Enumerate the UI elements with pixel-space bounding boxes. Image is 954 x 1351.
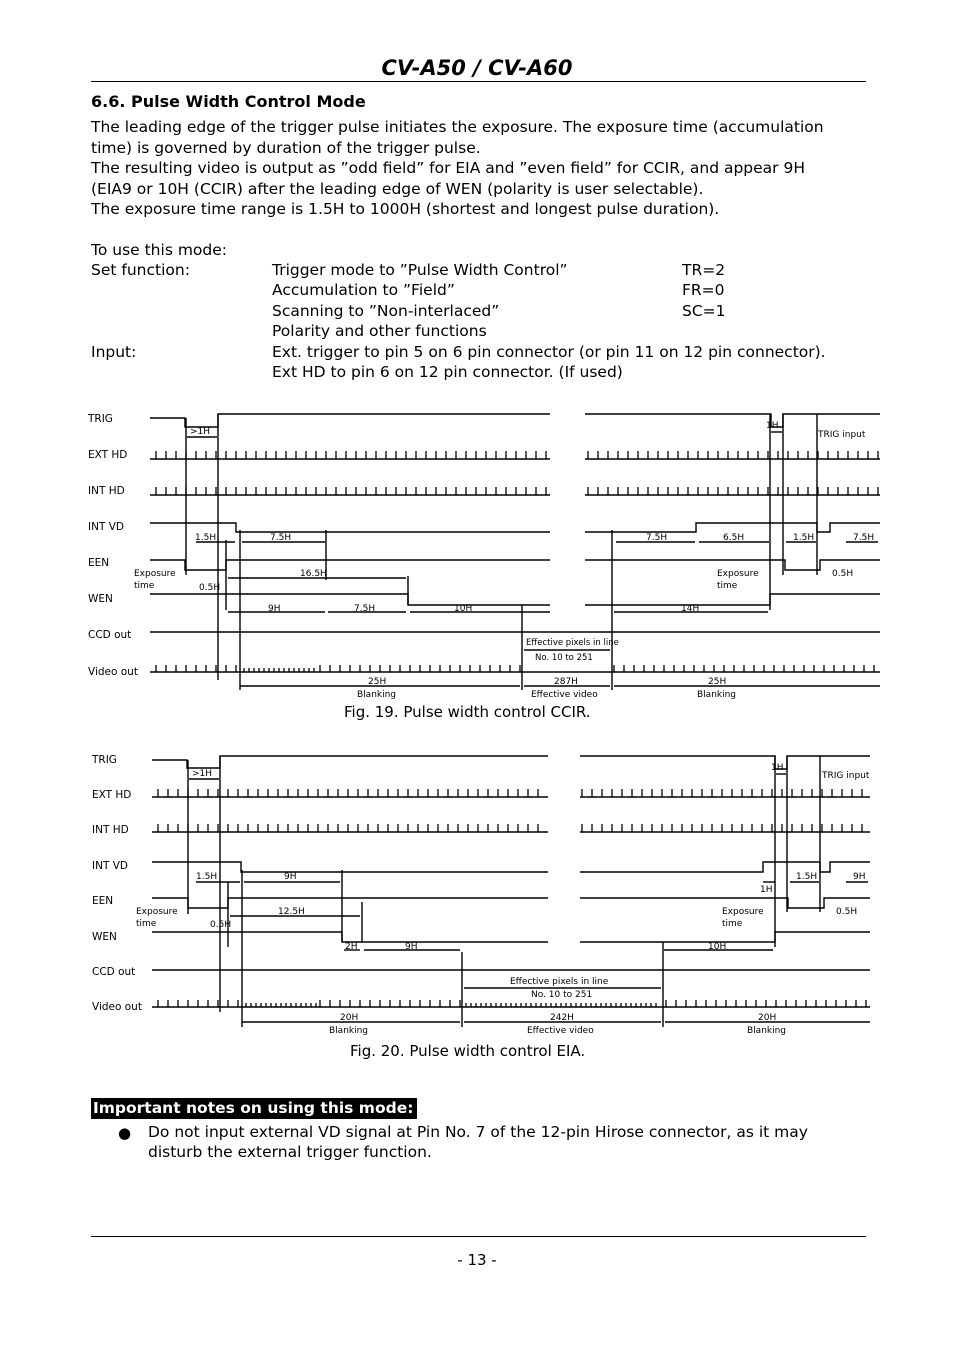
svg-text:7.5H: 7.5H [853, 533, 875, 543]
svg-text:287H: 287H [554, 677, 578, 687]
set-function-label: Set function: [91, 261, 190, 279]
note-item: Do not input external VD signal at Pin No. 7 of the 12-pin Hirose connector, as it may [148, 1123, 808, 1141]
input-label: Input: [91, 343, 137, 361]
svg-text:Exposure: Exposure [136, 907, 178, 917]
body-line: time) is governed by duration of the trigger pulse. [91, 139, 481, 157]
signal-label: TRIG [88, 413, 113, 425]
use-intro: To use this mode: [91, 241, 227, 259]
svg-text:9H: 9H [284, 872, 297, 882]
body-line: The resulting video is output as ”odd field” for EIA and ”even field” for CCIR, and appear 9H [91, 159, 805, 177]
svg-text:7.5H: 7.5H [270, 533, 292, 543]
svg-text:1.5H: 1.5H [195, 533, 217, 543]
wen-waveform [152, 932, 548, 942]
body-line: The leading edge of the trigger pulse initiates the exposure. The exposure time (accumulation [91, 118, 824, 136]
svg-text:25H: 25H [368, 677, 387, 687]
svg-text:0.5H: 0.5H [832, 569, 854, 579]
svg-text:2H: 2H [345, 942, 358, 952]
trig-waveform-right [585, 414, 880, 427]
een-waveform [150, 560, 550, 570]
svg-text:Blanking: Blanking [357, 690, 397, 700]
signal-label: INT VD [88, 521, 124, 533]
svg-text:10H: 10H [708, 942, 727, 952]
wen-waveform-right [580, 932, 870, 942]
een-waveform [152, 898, 548, 908]
page-number: - 13 - [457, 1251, 497, 1269]
svg-text:time: time [717, 581, 738, 591]
trig-waveform [152, 756, 548, 768]
signal-label: CCD out [88, 629, 132, 641]
wen-waveform-right [585, 594, 880, 605]
wen-waveform [150, 594, 550, 605]
header-rule [91, 81, 866, 82]
body-line: (EIA9 or 10H (CCIR) after the leading edge of WEN (polarity is user selectable). [91, 180, 704, 198]
svg-text:0.5H: 0.5H [210, 920, 232, 930]
signal-label: INT VD [92, 860, 128, 872]
svg-text:time: time [136, 919, 157, 929]
input-line: Ext HD to pin 6 on 12 pin connector. (If used) [272, 363, 623, 381]
svg-text:1.5H: 1.5H [796, 872, 818, 882]
svg-text:20H: 20H [758, 1013, 777, 1023]
svg-text:9H: 9H [268, 604, 281, 614]
body-line: The exposure time range is 1.5H to 1000H (shortest and longest pulse duration). [91, 200, 720, 218]
signal-label: INT HD [88, 485, 125, 497]
signal-label: WEN [92, 931, 117, 943]
svg-text:1.5H: 1.5H [196, 872, 218, 882]
trig-waveform-right [580, 756, 870, 769]
svg-text:0.5H: 0.5H [199, 583, 221, 593]
svg-text:Effective video: Effective video [531, 690, 598, 700]
svg-text:Effective pixels in line: Effective pixels in line [510, 977, 609, 987]
svg-text:>1H: >1H [190, 427, 211, 437]
svg-text:TRIG input: TRIG input [818, 430, 866, 440]
svg-text:1H: 1H [766, 421, 779, 431]
svg-text:Effective video: Effective video [527, 1026, 594, 1036]
note-item: disturb the external trigger function. [148, 1143, 432, 1161]
svg-text:>1H: >1H [192, 769, 213, 779]
svg-text:12.5H: 12.5H [278, 907, 305, 917]
signal-label: WEN [88, 593, 113, 605]
setting-desc: Scanning to ”Non-interlaced” [272, 302, 500, 320]
svg-text:No. 10 to 251: No. 10 to 251 [535, 653, 593, 663]
svg-text:14H: 14H [681, 604, 700, 614]
setting-desc: Accumulation to ”Field” [272, 281, 455, 299]
svg-text:9H: 9H [405, 942, 418, 952]
signal-label: EEN [92, 895, 114, 907]
timing-diagram-ccir [0, 400, 954, 700]
svg-text:Blanking: Blanking [747, 1026, 787, 1036]
setting-cmd: FR=0 [682, 281, 725, 299]
setting-cmd: SC=1 [682, 302, 726, 320]
signal-label: Video out [92, 1001, 142, 1013]
svg-text:20H: 20H [340, 1013, 359, 1023]
int-vd-waveform [152, 862, 548, 872]
signal-label: TRIG [92, 754, 117, 766]
svg-text:242H: 242H [550, 1013, 574, 1023]
svg-text:10H: 10H [454, 604, 473, 614]
signal-label: Video out [88, 666, 138, 678]
setting-cmd: TR=2 [682, 261, 726, 279]
setting-desc: Polarity and other functions [272, 322, 487, 340]
signal-label: CCD out [92, 966, 136, 978]
section-title: 6.6. Pulse Width Control Mode [91, 92, 366, 111]
int-vd-waveform [150, 523, 550, 532]
footer-rule [91, 1236, 866, 1237]
trig-waveform [150, 414, 550, 427]
svg-text:Exposure: Exposure [717, 569, 759, 579]
signal-label: EXT HD [88, 449, 128, 461]
signal-label: EEN [88, 557, 110, 569]
svg-text:Blanking: Blanking [697, 690, 737, 700]
svg-text:Exposure: Exposure [722, 907, 764, 917]
signal-label: INT HD [92, 824, 129, 836]
svg-text:1H: 1H [760, 885, 773, 895]
input-line: Ext. trigger to pin 5 on 6 pin connector (or pin 11 on 12 pin connector). [272, 343, 826, 361]
int-vd-waveform-right [580, 862, 870, 872]
svg-text:7.5H: 7.5H [354, 604, 376, 614]
svg-text:16.5H: 16.5H [300, 569, 327, 579]
svg-text:time: time [722, 919, 743, 929]
svg-text:Effective pixels in line: Effective pixels in line [526, 638, 619, 648]
int-vd-waveform-right [585, 523, 880, 532]
svg-text:1.5H: 1.5H [793, 533, 815, 543]
svg-text:25H: 25H [708, 677, 727, 687]
setting-desc: Trigger mode to ”Pulse Width Control” [272, 261, 568, 279]
svg-text:Exposure: Exposure [134, 569, 176, 579]
svg-text:TRIG input: TRIG input [822, 771, 870, 781]
signal-label: EXT HD [92, 789, 132, 801]
document-title: CV-A50 / CV-A60 [381, 56, 573, 80]
svg-text:No. 10 to 251: No. 10 to 251 [531, 990, 593, 1000]
svg-text:time: time [134, 581, 155, 591]
figure-caption: Fig. 20. Pulse width control EIA. [350, 1042, 586, 1060]
timing-diagram-eia [0, 742, 954, 1042]
svg-text:0.5H: 0.5H [836, 907, 858, 917]
figure-caption: Fig. 19. Pulse width control CCIR. [344, 703, 591, 721]
svg-text:Blanking: Blanking [329, 1026, 369, 1036]
svg-text:1H: 1H [771, 763, 784, 773]
notes-heading: Important notes on using this mode: [91, 1098, 417, 1119]
svg-text:7.5H: 7.5H [646, 533, 668, 543]
bullet-icon: ● [118, 1124, 132, 1142]
svg-text:6.5H: 6.5H [723, 533, 745, 543]
svg-text:9H: 9H [853, 872, 866, 882]
